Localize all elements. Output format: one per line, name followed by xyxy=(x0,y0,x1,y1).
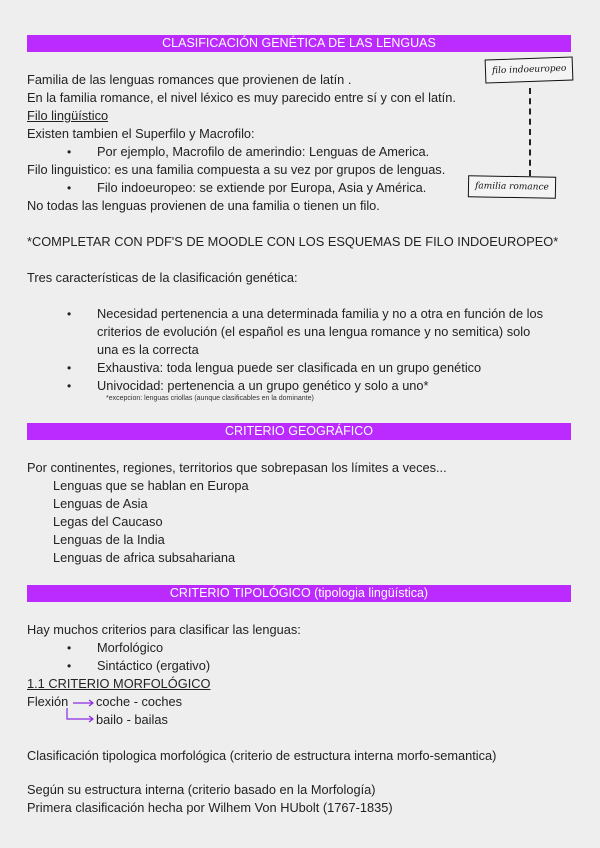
bullet-text: Sintáctico (ergativo) xyxy=(97,658,211,673)
bullet-text: Por ejemplo, Macrofilo de amerindio: Lenguas de America. xyxy=(97,144,430,159)
text-line: Por continentes, regiones, territorios que sobrepasan los límites a veces... xyxy=(27,460,447,475)
example-text: bailo - bailas xyxy=(96,712,168,727)
dashed-connector xyxy=(529,88,531,176)
flexion-label: Flexión xyxy=(27,694,69,709)
subheading-morphological: 1.1 CRITERIO MORFOLÓGICO xyxy=(27,676,211,691)
text-line: Según su estructura interna (criterio basado en la Morfología) xyxy=(27,782,376,797)
bullet-text: Necesidad pertenencia a una determinada familia y no a otra en función de los xyxy=(97,306,544,321)
text-line: En la familia romance, el nivel léxico es muy parecido entre sí y con el latín. xyxy=(27,90,456,105)
text-line: Tres características de la clasificación genética: xyxy=(27,270,298,285)
bullet-text: una es la correcta xyxy=(97,342,199,357)
bullet-icon: • xyxy=(67,361,72,375)
bullet-icon: • xyxy=(67,307,72,321)
list-item: Lenguas de la India xyxy=(53,532,165,547)
bullet-text: Morfológico xyxy=(97,640,164,655)
text-line: No todas las lenguas provienen de una familia o tienen un filo. xyxy=(27,198,380,213)
handwritten-label-familia: familia romance xyxy=(468,175,556,199)
purple-arrows-icon xyxy=(64,696,98,726)
bullet-icon: • xyxy=(67,181,72,195)
text-line: Existen tambien el Superfilo y Macrofilo: xyxy=(27,126,255,141)
list-item: Lenguas de Asia xyxy=(53,496,148,511)
example-text: coche - coches xyxy=(96,694,183,709)
note-line: *COMPLETAR CON PDF'S DE MOODLE CON LOS ESQUEMAS DE FILO INDOEUROPEO* xyxy=(27,234,559,249)
bullet-text: Exhaustiva: toda lengua puede ser clasificada en un grupo genético xyxy=(97,360,482,375)
bullet-icon: • xyxy=(67,641,72,655)
text-line: Hay muchos criterios para clasificar las lenguas: xyxy=(27,622,301,637)
bullet-icon: • xyxy=(67,145,72,159)
list-item: Lenguas que se hablan en Europa xyxy=(53,478,249,493)
subheading-filo: Filo lingüístico xyxy=(27,108,109,123)
bullet-icon: • xyxy=(67,659,72,673)
bullet-icon: • xyxy=(67,379,72,393)
bullet-text: criterios de evolución (el español es una lengua romance y no semitica) solo xyxy=(97,324,531,339)
list-item: Legas del Caucaso xyxy=(53,514,163,529)
section-header-genetic: CLASIFICACIÓN GENÉTICA DE LAS LENGUAS xyxy=(27,35,571,52)
section-header-typological: CRITERIO TIPOLÓGICO (tipologia lingüística) xyxy=(27,585,571,602)
section-header-geographic: CRITERIO GEOGRÁFICO xyxy=(27,423,571,440)
bullet-text: Univocidad: pertenencia a un grupo genético y solo a uno* xyxy=(97,378,429,393)
text-line: Clasificación tipologica morfológica (criterio de estructura interna morfo-semantica) xyxy=(27,748,497,763)
footnote: *excepcion: lenguas criollas (aunque clasificables en la dominante) xyxy=(106,395,314,402)
text-line: Familia de las lenguas romances que provienen de latín . xyxy=(27,72,352,87)
list-item: Lenguas de africa subsahariana xyxy=(53,550,236,565)
handwritten-label-filo: filo indoeuropeo xyxy=(485,56,574,83)
text-line: Filo linguistico: es una familia compuesta a su vez por grupos de lenguas. xyxy=(27,162,446,177)
text-line: Primera clasificación hecha por Wilhem Von HUbolt (1767-1835) xyxy=(27,800,393,815)
bullet-text: Filo indoeuropeo: se extiende por Europa, Asia y América. xyxy=(97,180,427,195)
